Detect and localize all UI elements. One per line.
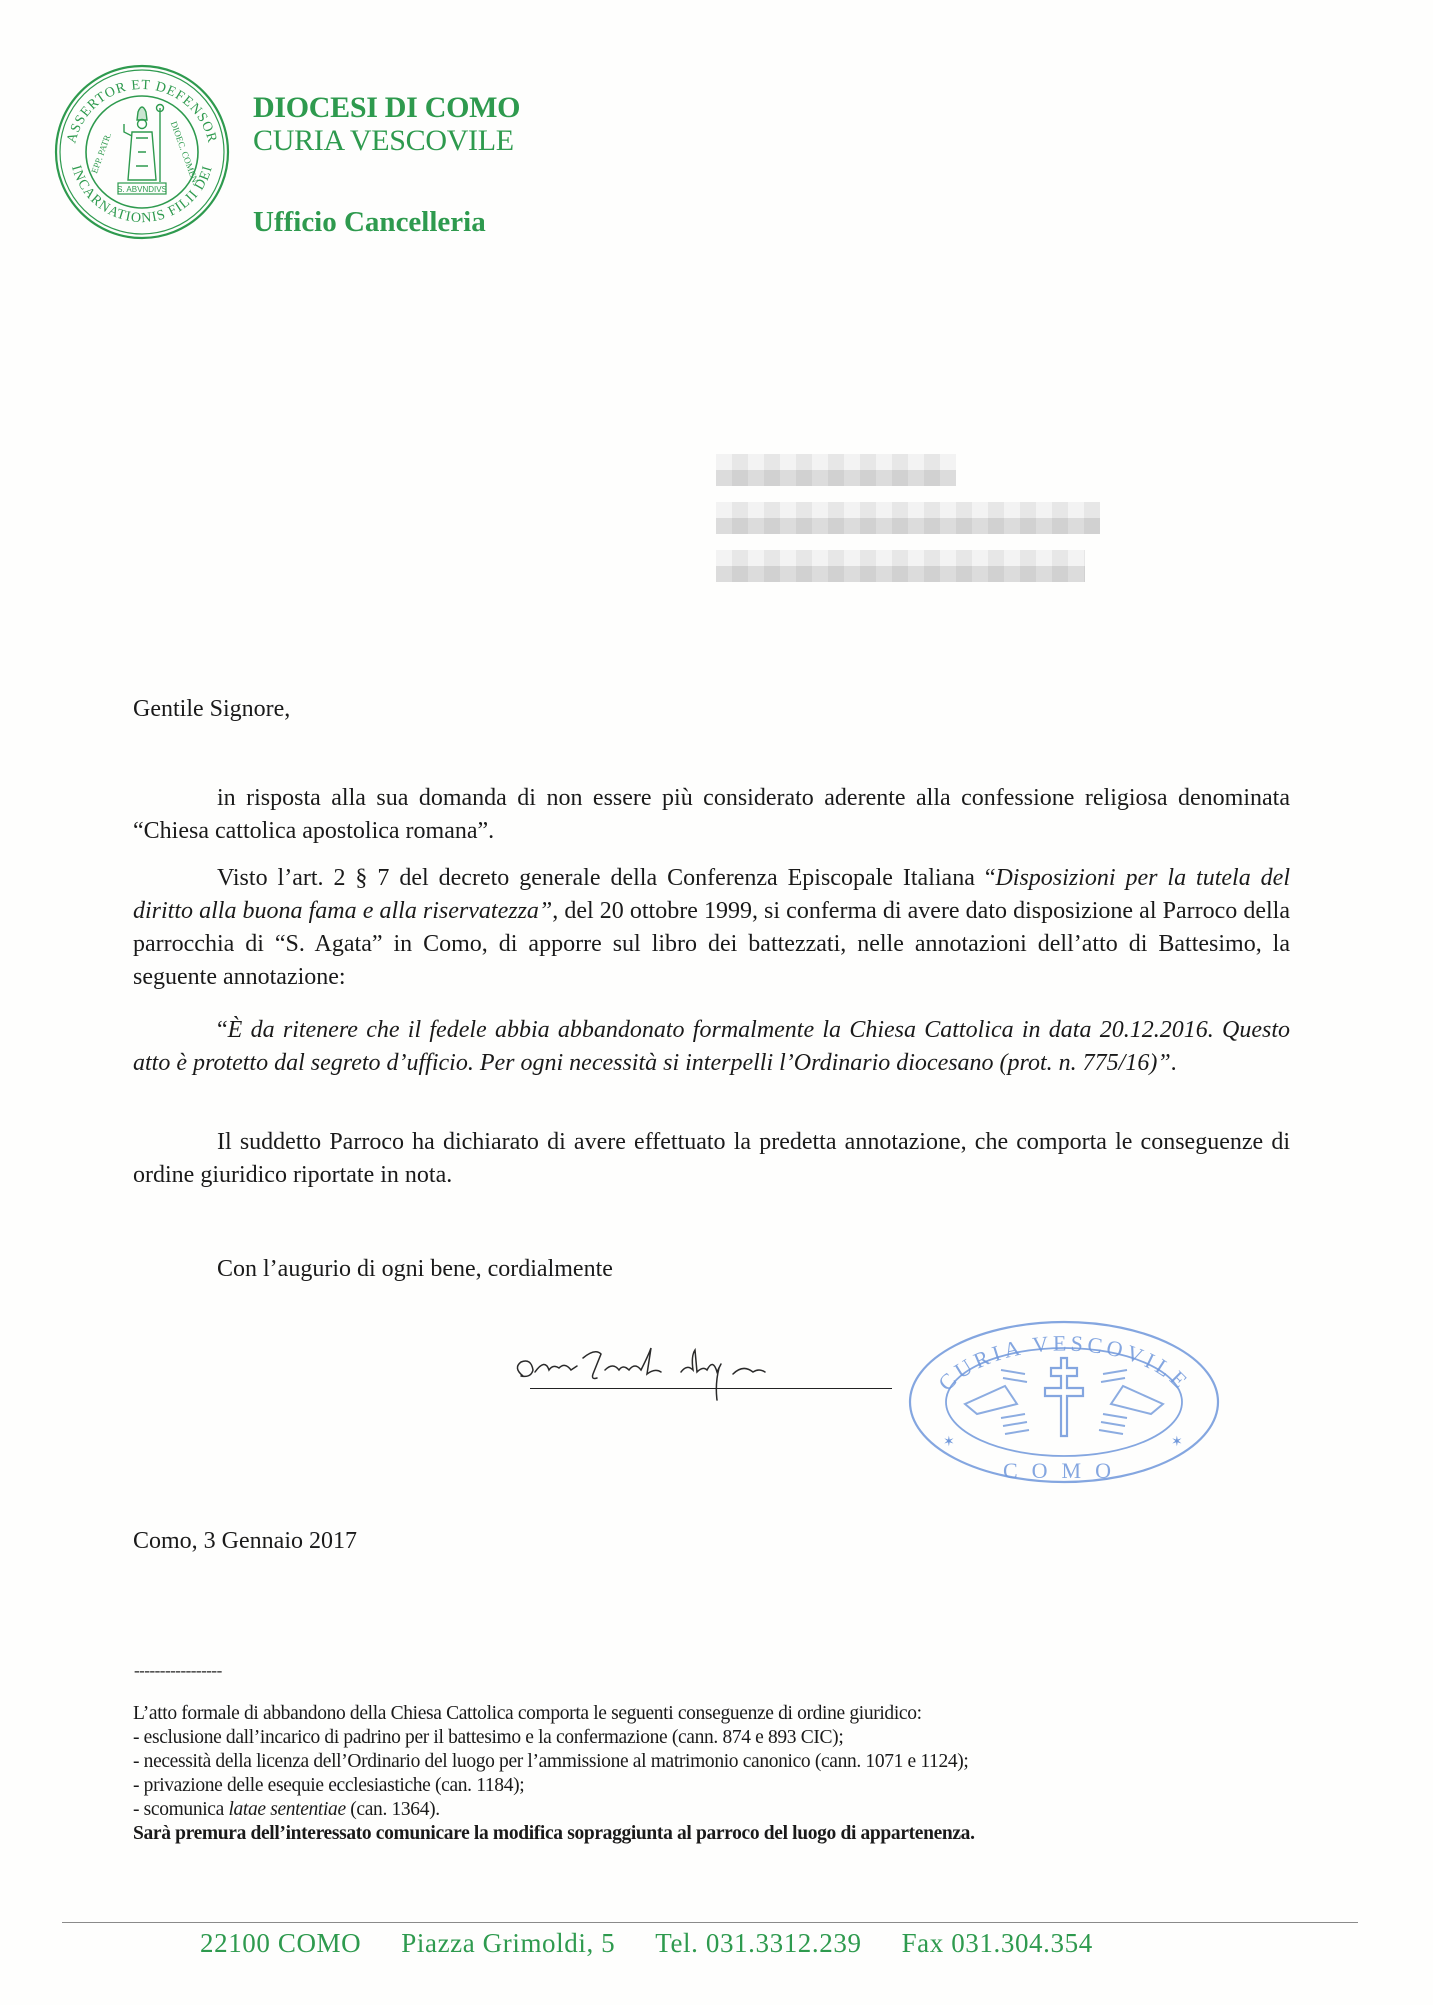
footer-fax: Fax 031.304.354 — [901, 1928, 1093, 1958]
footnote-item4-a: - scomunica — [133, 1799, 229, 1820]
letterhead-office: Ufficio Cancelleria — [253, 206, 486, 238]
closing: Con l’augurio di ogni bene, cordialmente — [217, 1256, 613, 1282]
footer-postal: 22100 COMO — [200, 1928, 362, 1958]
stamp-star-right-icon: ✶ — [1171, 1434, 1183, 1450]
stamp-text-bottom: COMO — [1002, 1458, 1126, 1483]
footnote-note: Sarà premura dell’interessato comunicare la modifica sopraggiunta al parroco del luogo di appartenenza. — [133, 1823, 975, 1844]
seal-text-top: ASSERTOR ET DEFENSOR — [64, 77, 220, 145]
annotation-close: . — [1170, 1050, 1177, 1076]
footnote-item: - privazione delle esequie ecclesiastiche (can. 1184); — [133, 1775, 525, 1796]
footnote-item4-italic: latae sententiae — [228, 1799, 346, 1820]
annotation-text: È da ritenere che il fedele abbia abbandonato formalmente la Chiesa Cattolica in data 20.12.2016. Questo atto è protetto dal segreto d’ufficio. Per ogni necessità si interpelli l’Ordinario diocesano (prot. n. 775/16)” — [133, 1017, 1290, 1076]
letterhead-diocese: DIOCESI DI COMO — [253, 91, 521, 124]
cross-icon — [1045, 1358, 1083, 1436]
letterhead-curia: CURIA VESCOVILE — [253, 124, 514, 157]
paragraph-confirmation: Il suddetto Parroco ha dichiarato di avere effettuato la predetta annotazione, che comporta le conseguenze di ordine giuridico riportate in nota. — [133, 1129, 1290, 1188]
footnote-item: - necessità della licenza dell’Ordinario del luogo per l’ammissione al matrimonio canonico (cann. 1071 e 1124); — [133, 1751, 969, 1772]
svg-text:CURIA VESCOVILE — [933, 1330, 1195, 1395]
seal-text-bottom: INCARNATIONIS FILII DEI — [68, 163, 216, 227]
footnote-intro: L’atto formale di abbandono della Chiesa Cattolica comporta le seguenti conseguenze di ordine giuridico: — [133, 1703, 922, 1724]
letter-date: Como, 3 Gennaio 2017 — [133, 1528, 357, 1554]
handwritten-signature — [505, 1328, 845, 1403]
footer-rule — [62, 1922, 1358, 1923]
footer-tel: Tel. 031.3312.239 — [655, 1928, 862, 1958]
redacted-address-line — [716, 550, 1085, 582]
paragraph-annotation — [133, 1014, 1290, 1080]
footnote-item4-b: (can. 1364). — [345, 1799, 440, 1820]
salutation: Gentile Signore, — [133, 696, 291, 722]
footer-address — [200, 1928, 1093, 1959]
seal-banner: S. ABVNDIVS — [117, 185, 167, 194]
paragraph-decree — [133, 862, 1290, 994]
decree-text-a: Visto l’art. 2 § 7 del decreto generale della Conferenza Episcopale Italiana “ — [217, 865, 996, 891]
stamp-star-left-icon: ✶ — [943, 1434, 955, 1450]
seal-text-right: DIOEC. COMEN. — [168, 119, 201, 187]
decree-text-b: , del 20 ottobre 1999, si conferma di avere dato disposizione al Parroco della parrocchia di “S. Agata” in Como, di apporre sul libro dei battezzati, nelle annotazioni dell’atto di Battesimo, la seguente annotazione: — [133, 898, 1290, 990]
stamp-emblem-left-icon — [965, 1370, 1029, 1434]
redacted-address-line — [716, 502, 1100, 534]
paragraph-request: in risposta alla sua domanda di non essere più considerato aderente alla confessione religiosa denominata “Chiesa cattolica apostolica romana”. — [133, 785, 1290, 844]
footer-street: Piazza Grimoldi, 5 — [401, 1928, 616, 1958]
stamp-emblem-right-icon — [1099, 1370, 1163, 1434]
diocese-seal-logo — [52, 62, 232, 242]
redacted-address-line — [716, 454, 956, 486]
annotation-open-quote: “ — [217, 1017, 228, 1043]
stamp-text-top: CURIA VESCOVILE — [933, 1330, 1195, 1396]
footnote-separator: ----------------- — [134, 1661, 222, 1680]
curia-stamp — [905, 1318, 1223, 1486]
bishop-figure-icon — [124, 105, 164, 183]
seal-text-left: EPP. PATR. — [89, 131, 114, 175]
footnote-item — [133, 1798, 1253, 1822]
decree-title: Disposizioni per la tutela del diritto alla buona fama e alla riservatezza” — [133, 865, 1290, 924]
footnote-item: - esclusione dall’incarico di padrino per il battesimo e la confermazione (cann. 874 e 893 CIC); — [133, 1727, 844, 1748]
signature-line — [530, 1388, 892, 1389]
